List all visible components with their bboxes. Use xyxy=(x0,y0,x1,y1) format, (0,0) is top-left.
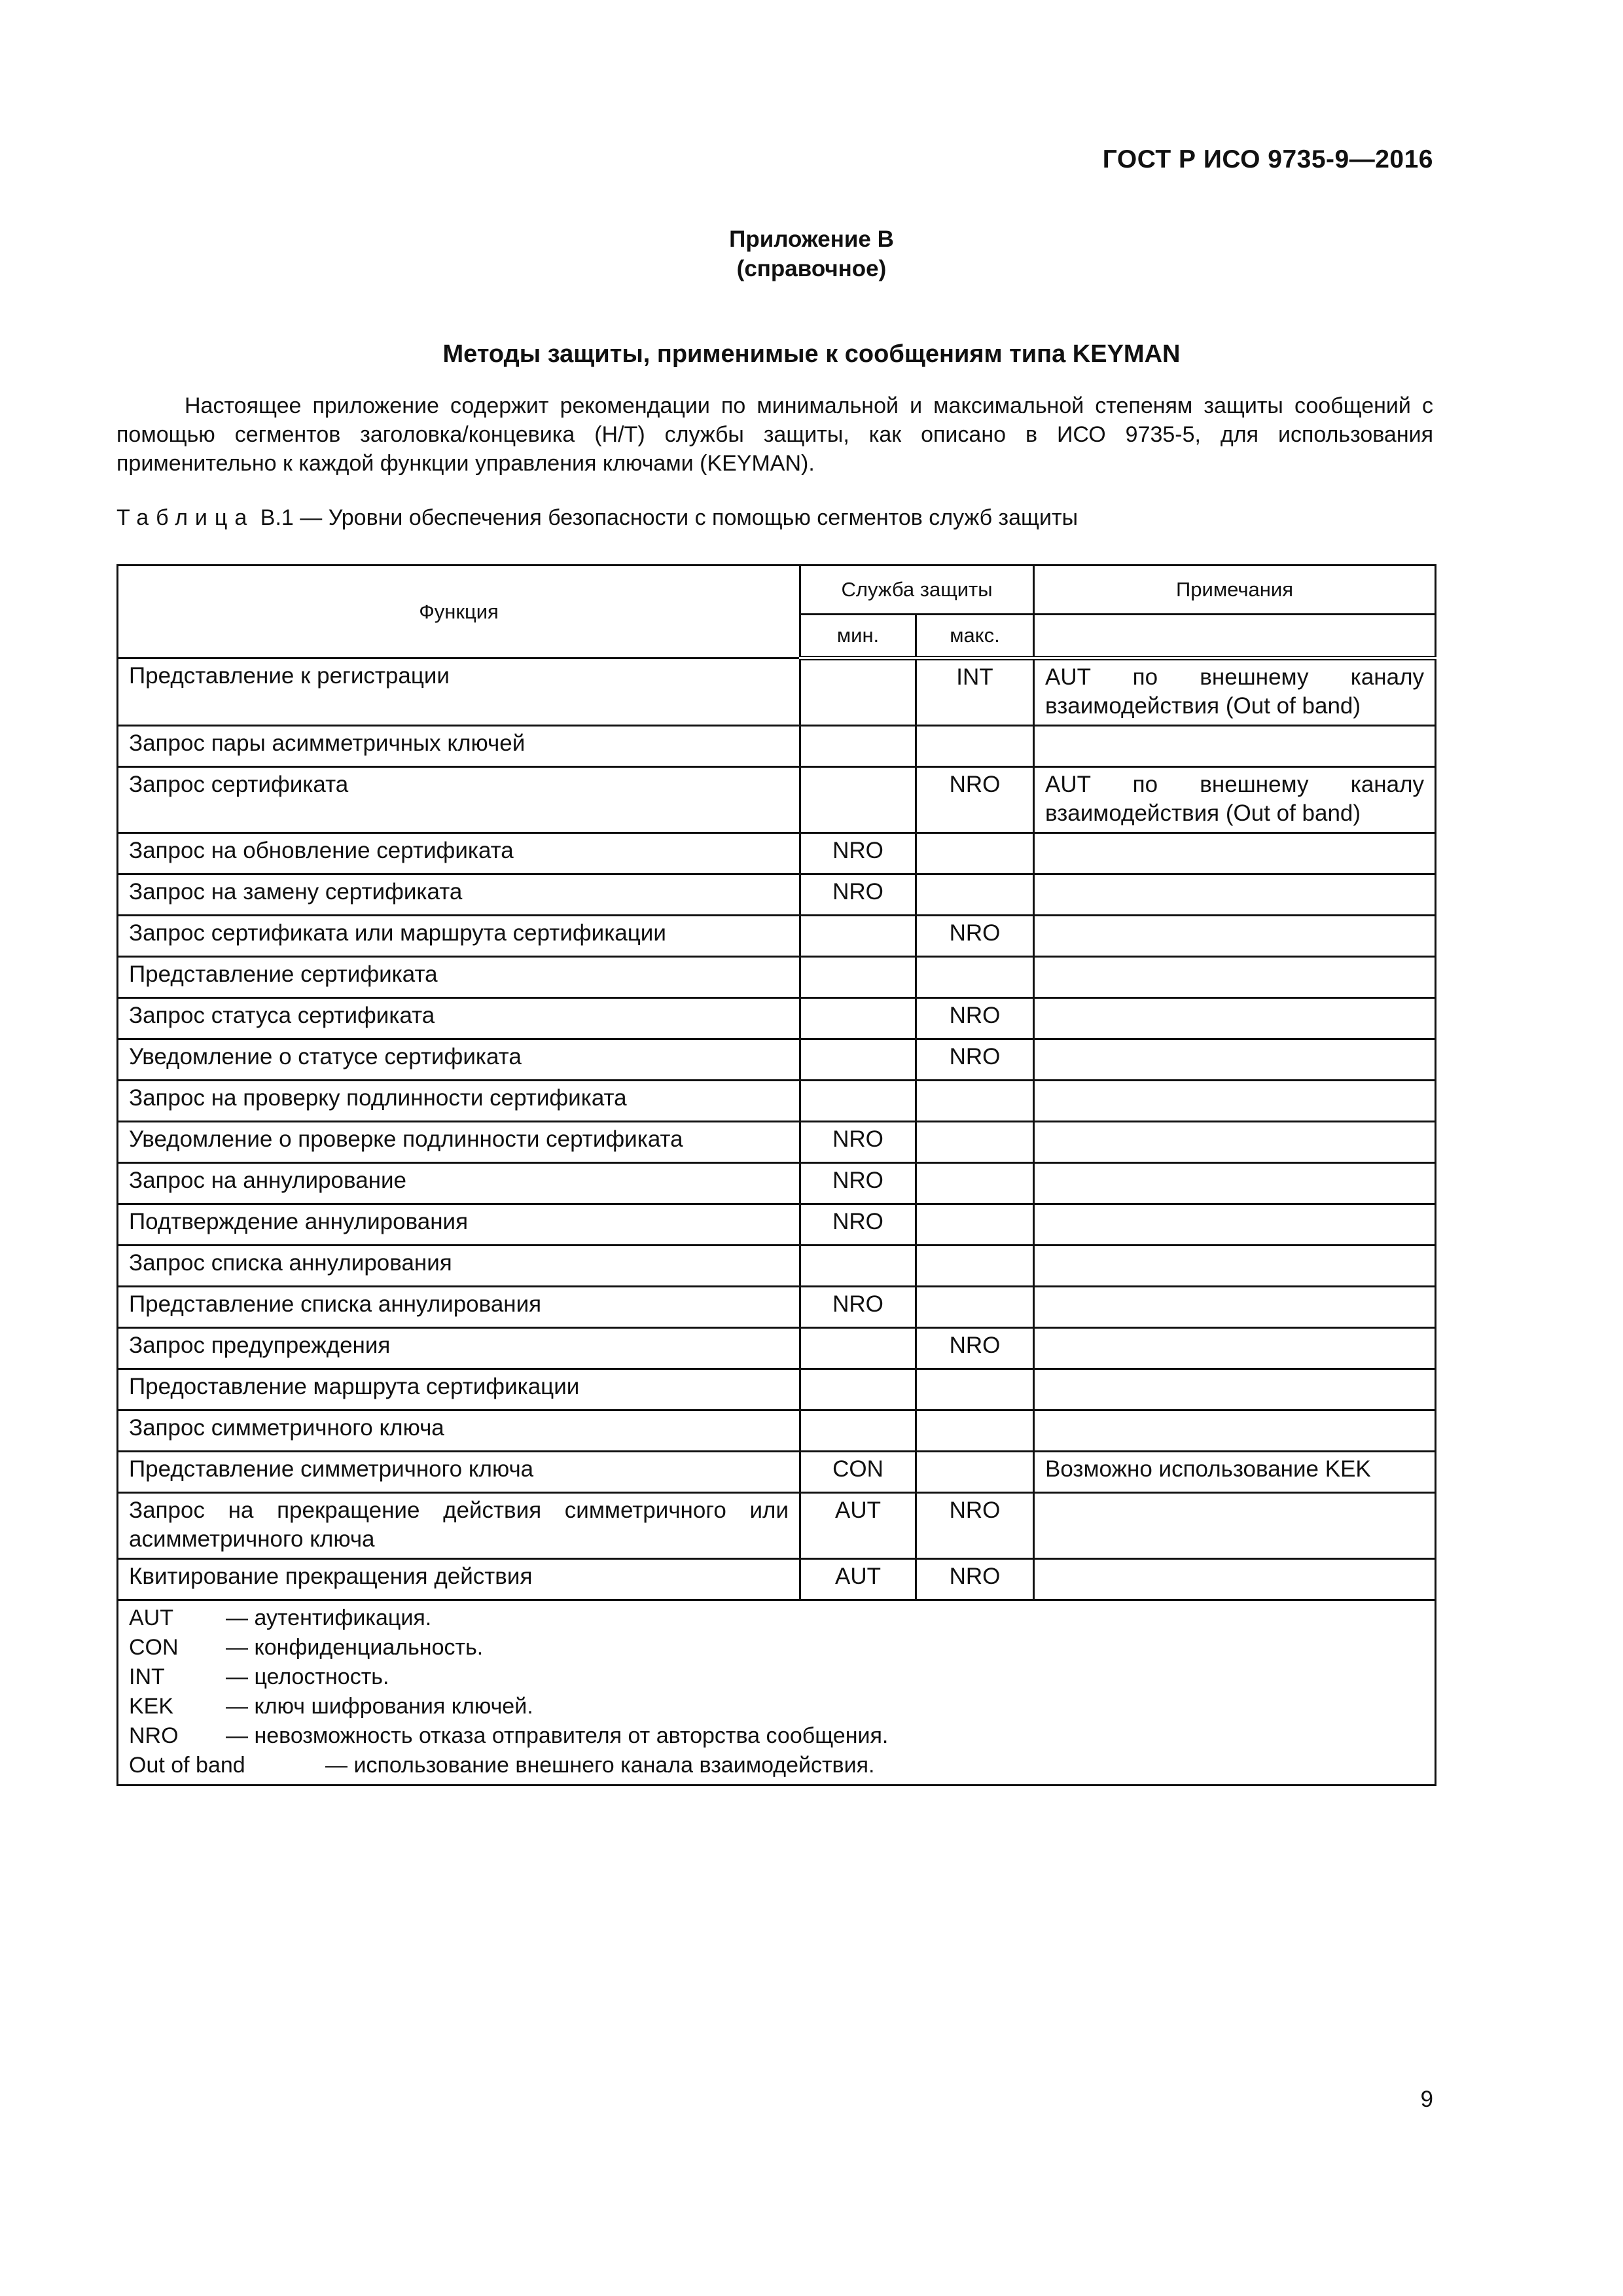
table-row xyxy=(118,1122,1436,1163)
note-cell xyxy=(1034,1328,1436,1369)
function-cell: Запрос симметричного ключа xyxy=(118,1410,800,1452)
note-cell xyxy=(1034,1039,1436,1081)
note-cell xyxy=(1034,874,1436,916)
table-row xyxy=(118,874,1436,916)
function-cell: Запрос на аннулирование xyxy=(118,1163,800,1204)
note-cell xyxy=(1034,1410,1436,1452)
table-body xyxy=(118,658,1436,1600)
note-cell xyxy=(1034,1493,1436,1559)
note-cell xyxy=(1034,1081,1436,1122)
function-cell: Запрос на проверку подлинности сертификата xyxy=(118,1081,800,1122)
legend-item xyxy=(129,1662,1424,1692)
legend-definition: — целостность. xyxy=(226,1664,389,1689)
note-cell xyxy=(1034,916,1436,957)
table-row xyxy=(118,658,1436,726)
max-cell: NRO xyxy=(916,1559,1034,1600)
min-cell xyxy=(800,1081,916,1122)
security-levels-table xyxy=(116,564,1436,1786)
standard-code: ГОСТ Р ИСО 9735-9—2016 xyxy=(1102,145,1433,173)
legend-definition: — ключ шифрования ключей. xyxy=(226,1694,533,1719)
legend-item xyxy=(129,1633,1424,1662)
table-caption xyxy=(116,505,1078,531)
table-row xyxy=(118,1039,1436,1081)
max-cell xyxy=(916,957,1034,998)
function-cell: Запрос на замену сертификата xyxy=(118,874,800,916)
min-cell xyxy=(800,1369,916,1410)
note-cell: Возможно использование KEK xyxy=(1034,1452,1436,1493)
note-cell: AUT по внешнему каналу взаимодействия (Out of band) xyxy=(1034,658,1436,726)
function-cell: Запрос сертификата xyxy=(118,767,800,833)
table-row xyxy=(118,1369,1436,1410)
intro-paragraph: Настоящее приложение содержит рекомендации по минимальной и максимальной степеням защиты сообщений с помощью сегментов заголовка/концевика (Н/Т) службы защиты, как описано в ИСО 9735-5, для использования применительно к каждой функции управления ключами (KEYMAN). xyxy=(116,393,1433,476)
min-cell xyxy=(800,767,916,833)
max-cell: NRO xyxy=(916,998,1034,1039)
min-cell: NRO xyxy=(800,1287,916,1328)
max-cell: NRO xyxy=(916,767,1034,833)
min-cell xyxy=(800,916,916,957)
min-cell: NRO xyxy=(800,1204,916,1246)
note-cell xyxy=(1034,1204,1436,1246)
function-cell: Предоставление маршрута сертификации xyxy=(118,1369,800,1410)
document-title: Методы защиты, применимые к сообщениям типа KEYMAN xyxy=(442,340,1181,368)
function-cell: Запрос статуса сертификата xyxy=(118,998,800,1039)
appendix-heading xyxy=(0,224,1623,283)
max-cell xyxy=(916,1246,1034,1287)
table-caption-text: В.1 — Уровни обеспечения безопасности с помощью сегментов служб защиты xyxy=(260,505,1078,530)
note-cell xyxy=(1034,957,1436,998)
function-cell: Запрос предупреждения xyxy=(118,1328,800,1369)
note-cell: AUT по внешнему каналу взаимодействия (Out of band) xyxy=(1034,767,1436,833)
legend-item xyxy=(129,1604,1424,1633)
table-row xyxy=(118,1163,1436,1204)
min-cell xyxy=(800,957,916,998)
table-row xyxy=(118,1410,1436,1452)
min-cell: NRO xyxy=(800,1122,916,1163)
function-cell: Запрос списка аннулирования xyxy=(118,1246,800,1287)
table-row xyxy=(118,767,1436,833)
table-row xyxy=(118,1246,1436,1287)
function-cell: Представление к регистрации xyxy=(118,658,800,726)
min-cell: NRO xyxy=(800,1163,916,1204)
table-row xyxy=(118,1559,1436,1600)
note-cell xyxy=(1034,1122,1436,1163)
function-cell: Запрос сертификата или маршрута сертификации xyxy=(118,916,800,957)
max-cell xyxy=(916,833,1034,874)
header-notes-empty xyxy=(1034,615,1436,658)
legend-definition: — невозможность отказа отправителя от авторства сообщения. xyxy=(226,1723,889,1748)
max-cell xyxy=(916,1204,1034,1246)
min-cell xyxy=(800,1246,916,1287)
max-cell xyxy=(916,1122,1034,1163)
legend-row xyxy=(118,1600,1436,1785)
table-caption-prefix: Таблица xyxy=(116,505,255,530)
note-cell xyxy=(1034,1163,1436,1204)
note-cell xyxy=(1034,1287,1436,1328)
table-row xyxy=(118,726,1436,767)
note-cell xyxy=(1034,1559,1436,1600)
min-cell xyxy=(800,658,916,726)
max-cell xyxy=(916,1287,1034,1328)
table-header-row xyxy=(118,565,1436,615)
note-cell xyxy=(1034,726,1436,767)
table-row xyxy=(118,833,1436,874)
legend-definition: — использование внешнего канала взаимодействия. xyxy=(325,1753,875,1778)
function-cell: Представление сертификата xyxy=(118,957,800,998)
table-row xyxy=(118,1287,1436,1328)
function-cell: Подтверждение аннулирования xyxy=(118,1204,800,1246)
min-cell: NRO xyxy=(800,833,916,874)
legend-abbreviation: NRO xyxy=(129,1723,179,1748)
min-cell: NRO xyxy=(800,874,916,916)
table-row xyxy=(118,1452,1436,1493)
legend-abbreviation: KEK xyxy=(129,1694,174,1719)
max-cell xyxy=(916,1163,1034,1204)
function-cell: Представление симметричного ключа xyxy=(118,1452,800,1493)
function-cell: Представление списка аннулирования xyxy=(118,1287,800,1328)
max-cell xyxy=(916,874,1034,916)
abbreviations-legend xyxy=(118,1600,1436,1785)
header-max: макс. xyxy=(916,615,1034,658)
table-row xyxy=(118,957,1436,998)
legend-definition: — конфиденциальность. xyxy=(226,1635,484,1660)
legend-definition: — аутентификация. xyxy=(226,1605,432,1630)
header-function: Функция xyxy=(118,565,800,658)
appendix-subtitle: (справочное) xyxy=(736,256,887,281)
page-number: 9 xyxy=(1420,2087,1433,2112)
min-cell: CON xyxy=(800,1452,916,1493)
function-cell: Запрос пары асимметричных ключей xyxy=(118,726,800,767)
table-row xyxy=(118,1081,1436,1122)
function-cell: Квитирование прекращения действия xyxy=(118,1559,800,1600)
table-row xyxy=(118,998,1436,1039)
min-cell xyxy=(800,1410,916,1452)
min-cell xyxy=(800,726,916,767)
legend-item xyxy=(129,1721,1424,1751)
legend-abbreviation: CON xyxy=(129,1635,179,1660)
function-cell: Уведомление о проверке подлинности сертификата xyxy=(118,1122,800,1163)
table-row xyxy=(118,916,1436,957)
header-min: мин. xyxy=(800,615,916,658)
table-row xyxy=(118,1204,1436,1246)
min-cell: AUT xyxy=(800,1559,916,1600)
appendix-title: Приложение В xyxy=(729,226,894,252)
function-cell: Запрос на обновление сертификата xyxy=(118,833,800,874)
min-cell: AUT xyxy=(800,1493,916,1559)
legend-item xyxy=(129,1692,1424,1721)
function-cell: Уведомление о статусе сертификата xyxy=(118,1039,800,1081)
function-cell: Запрос на прекращение действия симметричного или асимметричного ключа xyxy=(118,1493,800,1559)
legend-abbreviation: AUT xyxy=(129,1605,173,1630)
min-cell xyxy=(800,998,916,1039)
max-cell xyxy=(916,1452,1034,1493)
legend-abbreviation: Out of band xyxy=(129,1753,245,1778)
table-row xyxy=(118,1493,1436,1559)
max-cell xyxy=(916,726,1034,767)
max-cell: NRO xyxy=(916,1039,1034,1081)
legend-abbreviation: INT xyxy=(129,1664,165,1689)
note-cell xyxy=(1034,1246,1436,1287)
table-row xyxy=(118,1328,1436,1369)
header-notes: Примечания xyxy=(1034,565,1436,615)
max-cell: INT xyxy=(916,658,1034,726)
note-cell xyxy=(1034,998,1436,1039)
max-cell xyxy=(916,1081,1034,1122)
max-cell: NRO xyxy=(916,1493,1034,1559)
header-security-service: Служба защиты xyxy=(800,565,1034,615)
legend-item xyxy=(129,1751,1424,1780)
max-cell xyxy=(916,1410,1034,1452)
max-cell: NRO xyxy=(916,1328,1034,1369)
min-cell xyxy=(800,1039,916,1081)
max-cell xyxy=(916,1369,1034,1410)
note-cell xyxy=(1034,833,1436,874)
max-cell: NRO xyxy=(916,916,1034,957)
min-cell xyxy=(800,1328,916,1369)
note-cell xyxy=(1034,1369,1436,1410)
